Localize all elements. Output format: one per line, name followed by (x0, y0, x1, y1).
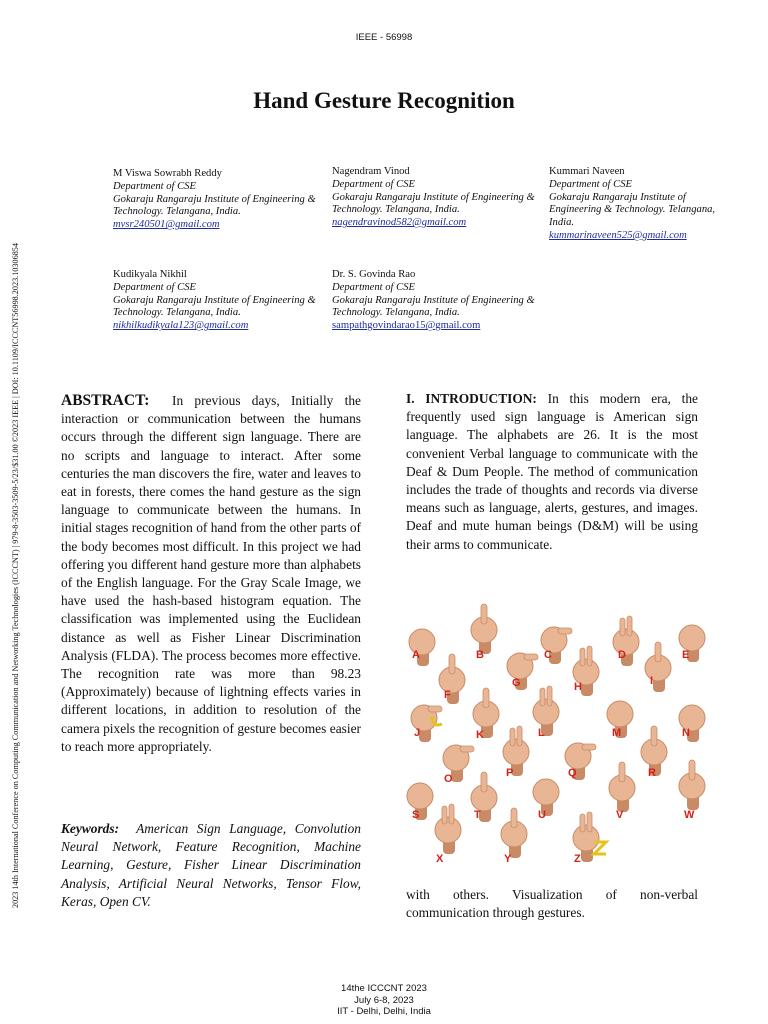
abstract-heading: ABSTRACT: (61, 392, 150, 409)
asl-hand-v-icon (609, 762, 635, 812)
footer-dates: July 6-8, 2023 (354, 994, 414, 1006)
introduction-heading: I. INTRODUCTION: (406, 391, 537, 406)
asl-letter-label: O (444, 773, 453, 785)
asl-letter-label: F (444, 689, 451, 701)
asl-letter-label: J (414, 727, 421, 739)
introduction-continuation: with others. Visualization of non-verbal communication through gestures. (406, 887, 698, 921)
asl-letter-label: C (544, 649, 552, 661)
asl-hand-x-icon (435, 804, 461, 854)
keywords-heading: Keywords: (61, 821, 120, 836)
author-block (113, 168, 323, 232)
asl-letter-label: A (412, 649, 420, 661)
asl-letter-label: N (682, 727, 690, 739)
asl-letter-label: X (436, 853, 444, 865)
asl-alphabet-figure (404, 596, 710, 868)
author-block (332, 269, 542, 333)
author-name: Nagendram Vinod (332, 166, 410, 177)
asl-hand-i-icon (645, 642, 671, 692)
introduction-text: In this modern era, the frequently used sign language is American sign language. The alphabets are 26. It is the most convenient Verbal language to communicate with the Deaf & Dum People. The method of communication includes the trade of thoughts and records via diverse means such as language, alerts, gestures, and images. Deaf and mute human beings (D&M) will be using their arms to communicate. (406, 391, 698, 552)
keywords-text: American Sign Language, Convolution Neural Network, Feature Recognition, Machine Learning, Gesture, Fisher Linear Discrimination Analysis, Artificial Neural Networks, Tensor Flow, Keras, Open CV. (61, 821, 361, 909)
footer (0, 983, 768, 1018)
asl-letter-label: U (538, 809, 546, 821)
author-email-link[interactable]: kummarinaveen525@gmail.com (549, 229, 687, 241)
author-email-link[interactable]: nikhilkudikyala123@gmail.com (113, 320, 249, 332)
asl-letter-label: V (616, 809, 624, 821)
asl-letter-label: Y (504, 853, 512, 865)
author-institute: Gokaraju Rangaraju Institute of Engineering & Technology. Telangana, India. (332, 294, 535, 319)
asl-letter-label: E (682, 649, 690, 661)
asl-letter-label: G (512, 677, 521, 689)
author-email-link[interactable]: mvsr240501@gmail.com (113, 219, 220, 231)
author-block (549, 166, 739, 243)
asl-hand-d-icon (613, 616, 639, 666)
asl-letter-label: L (538, 727, 545, 739)
doi-side-text: 2023 14th International Conference on Computing Communication and Networking Technologies (ICCCNT) | 979-8-3503-3509-5/23/$31.00 ©2023 IEEE | DOI: 10.1109/ICCCNT56998.2023.10306854 (11, 243, 20, 908)
asl-hand-u-icon (533, 779, 559, 816)
asl-hand-b-icon (471, 604, 497, 654)
introduction-section (406, 390, 698, 554)
asl-letter-label: R (648, 767, 656, 779)
asl-letter-label: W (684, 809, 695, 821)
asl-hand-s-icon (407, 783, 433, 820)
asl-hand-w-icon (679, 760, 705, 810)
asl-letter-label: S (412, 809, 420, 821)
asl-hand-y-icon (501, 808, 527, 858)
asl-letter-label: B (476, 649, 484, 661)
asl-letter-label: D (618, 649, 626, 661)
author-dept: Department of CSE (549, 178, 632, 190)
author-institute: Gokaraju Rangaraju Institute of Engineering & Technology. Telangana, India. (113, 294, 316, 319)
asl-hand-f-icon (439, 654, 465, 704)
author-name: Kummari Naveen (549, 166, 625, 177)
footer-conference: 14the ICCCNT 2023 (341, 983, 427, 994)
asl-letter-label: M (612, 727, 622, 739)
author-name: Kudikyala Nikhil (113, 269, 187, 280)
asl-letter-label: I (650, 675, 654, 687)
author-email-link[interactable]: nagendravinod582@gmail.com (332, 217, 467, 229)
author-name: M Viswa Sowrabh Reddy (113, 168, 222, 179)
abstract-text: In previous days, Initially the interaction or communication between the humans occurs through the different sign language. There are no scripts and language to interact. After some centuries the man discovers the fire, water and leaves to eat in forests, there comes the hand gesture as the sign language to communicate between the humans. In initial stages recognition of hand from the other parts of the body becomes most difficult. In this project we had offering you different hand gesture more than alphabets of the English language. For the Gray Scale Image, we have used the hash-based histogram equation. The classification was implemented using the Euclidean distance as well as Fisher Linear Discrimination Analysis (FLDA). The process becomes more effective. The recognition rate was more than 98.23 (Approximately) because of lightning effects varies in different locations, in addition to resolution of the camera pixels the recognition of gesture becomes easier to reach more appropriately. (61, 393, 361, 754)
asl-hand-l-icon (533, 686, 559, 736)
author-block (113, 269, 323, 333)
asl-letter-label: Q (568, 767, 577, 779)
footer-venue: IIT - Delhi, Delhi, India (337, 1006, 431, 1017)
conference-id-header: IEEE - 56998 (355, 32, 413, 43)
author-dept: Department of CSE (113, 180, 196, 192)
keywords-section (61, 820, 361, 911)
author-block (332, 166, 542, 230)
asl-letter-label: T (474, 809, 481, 821)
asl-letter-label: Z (574, 853, 581, 865)
author-name: Dr. S. Govinda Rao (332, 269, 416, 280)
author-email-link[interactable]: sampathgovindarao15@gmail.com (332, 320, 481, 332)
author-dept: Department of CSE (332, 281, 415, 293)
author-dept: Department of CSE (332, 178, 415, 190)
author-institute: Gokaraju Rangaraju Institute of Engineering & Technology. Telangana, India. (113, 193, 316, 218)
author-institute: Gokaraju Rangaraju Institute of Engineering & Technology. Telangana, India. (549, 191, 716, 229)
asl-letter-label: H (574, 681, 582, 693)
asl-letter-label: P (506, 767, 514, 779)
author-dept: Department of CSE (113, 281, 196, 293)
asl-letter-label: K (476, 729, 484, 741)
paper-title: Hand Gesture Recognition (253, 88, 515, 113)
author-institute: Gokaraju Rangaraju Institute of Engineering & Technology. Telangana, India. (332, 191, 535, 216)
abstract-section (61, 392, 361, 756)
